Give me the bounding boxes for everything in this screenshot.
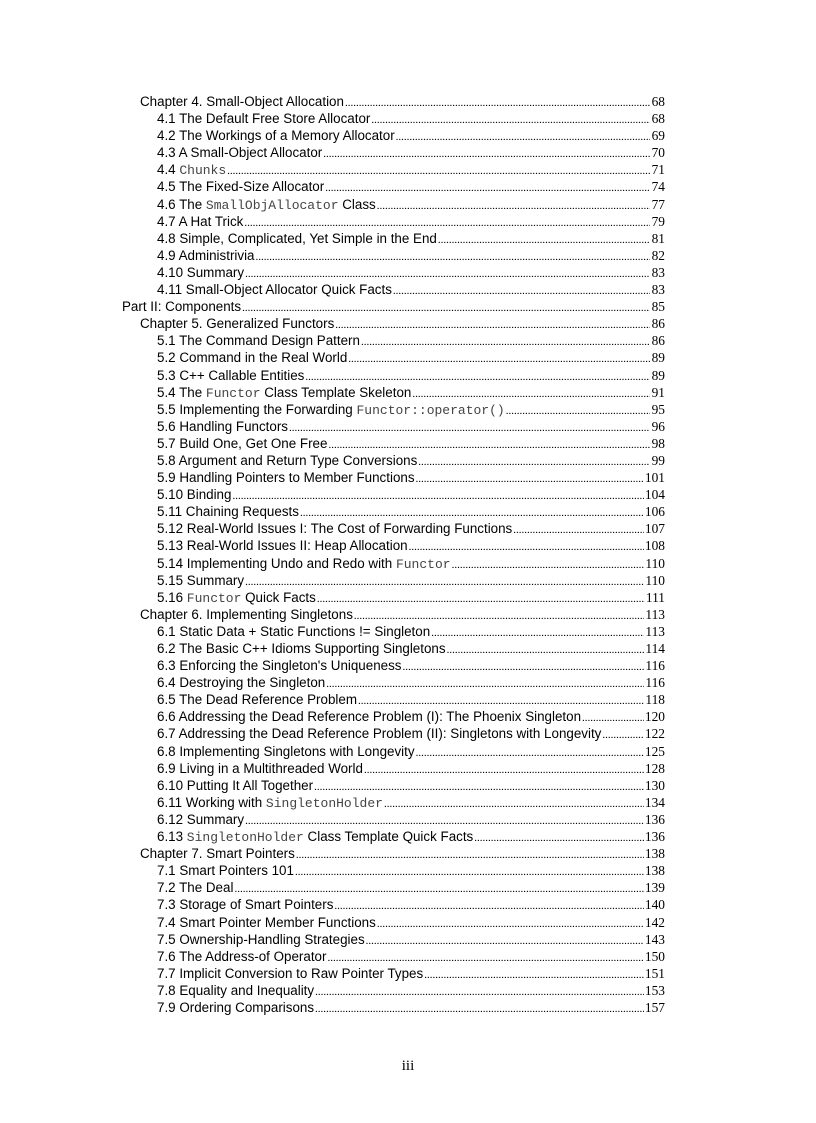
- toc-entry-title: [157, 556, 451, 572]
- dot-leader: [384, 798, 644, 810]
- toc-title-code: SmallObjAllocator: [205, 197, 339, 213]
- toc-entry-title: [157, 470, 415, 485]
- toc-section-entry[interactable]: [122, 778, 665, 795]
- toc-section-entry[interactable]: [122, 744, 665, 761]
- dot-leader: [315, 1003, 644, 1015]
- toc-section-entry[interactable]: [122, 590, 665, 607]
- toc-page-number: 99: [651, 452, 665, 468]
- toc-section-entry[interactable]: [122, 265, 665, 282]
- toc-section-entry[interactable]: [122, 949, 665, 966]
- toc-section-entry[interactable]: [122, 436, 665, 453]
- toc-section-entry[interactable]: [122, 419, 665, 436]
- toc-entry-title: [157, 880, 233, 895]
- toc-entry-title: [157, 863, 294, 878]
- toc-title-text: 4.2 The Workings of a Memory Allocator: [157, 128, 395, 144]
- toc-section-entry[interactable]: [122, 812, 665, 829]
- toc-title-text: 6.13: [157, 829, 187, 845]
- toc-entry-title: [157, 983, 314, 998]
- toc-entry-title: [157, 624, 430, 639]
- dot-leader: [393, 285, 650, 297]
- toc-page-number: 98: [651, 435, 665, 451]
- toc-title-text: 5.15 Summary: [157, 572, 245, 588]
- toc-page-number: 104: [644, 487, 665, 503]
- toc-page-number: 128: [644, 760, 665, 776]
- toc-title-code: SingletonHolder: [186, 830, 304, 846]
- toc-entry-title: [157, 179, 324, 194]
- dot-leader: [416, 473, 644, 485]
- dot-leader: [371, 114, 650, 126]
- toc-page-number: 85: [651, 299, 665, 315]
- dot-leader: [300, 507, 644, 519]
- dot-leader: [602, 729, 644, 741]
- toc-page-number: 111: [645, 589, 665, 605]
- dot-leader: [345, 97, 650, 109]
- toc-entry-title: [157, 214, 243, 229]
- toc-title-text: 5.14 Implementing Undo and Redo with: [157, 555, 396, 571]
- toc-entry-title: [157, 265, 244, 280]
- toc-title-text: Quick Facts: [241, 589, 316, 605]
- toc-title-text: 6.5 The Dead Reference Problem: [157, 692, 357, 708]
- dot-leader: [474, 832, 644, 844]
- toc-page-number: 150: [644, 948, 665, 964]
- toc-page-number: 89: [651, 367, 665, 383]
- toc-title-text: 5.11 Chaining Requests: [157, 504, 299, 520]
- toc-title-text: 6.3 Enforcing the Singleton's Uniqueness: [157, 658, 402, 674]
- dot-leader: [348, 353, 650, 365]
- toc-entry-title: [140, 607, 353, 622]
- dot-leader: [289, 422, 650, 434]
- toc-title-text: 5.4 The: [157, 384, 206, 400]
- toc-page-number: 91: [651, 384, 665, 400]
- toc-title-text: 7.7 Implicit Conversion to Raw Pointer Types: [157, 965, 424, 981]
- toc-title-code: Functor: [205, 385, 261, 401]
- toc-entry-title: [157, 692, 357, 707]
- dot-leader: [447, 644, 645, 656]
- toc-chapter-entry[interactable]: [122, 607, 665, 624]
- toc-entry-title: [157, 812, 244, 827]
- toc-section-entry[interactable]: [122, 453, 665, 470]
- toc-section-entry[interactable]: [122, 197, 665, 214]
- toc-page-number: 114: [645, 641, 665, 656]
- toc-page-number: 95: [651, 401, 665, 417]
- dot-leader: [438, 234, 650, 246]
- toc-title-text: 4.1 The Default Free Store Allocator: [157, 111, 371, 127]
- dot-leader: [513, 524, 644, 536]
- toc-title-text: 4.4: [157, 162, 180, 178]
- toc-title-text: Chapter 6. Implementing Singletons: [140, 606, 353, 622]
- dot-leader: [506, 405, 650, 417]
- toc-section-entry[interactable]: [122, 128, 665, 145]
- toc-section-entry[interactable]: [122, 880, 665, 897]
- toc-part-entry[interactable]: [122, 299, 665, 316]
- dot-leader: [409, 541, 644, 553]
- toc-entry-title: [157, 778, 313, 793]
- toc-entry-title: [157, 658, 402, 673]
- toc-section-entry[interactable]: [122, 863, 665, 880]
- toc-title-text: 4.9 Administrivia: [157, 247, 255, 263]
- toc-title-text: 5.16: [157, 589, 187, 605]
- toc-title-text: 7.3 Storage of Smart Pointers: [157, 897, 334, 913]
- toc-title-text: Chapter 5. Generalized Functors: [140, 316, 335, 332]
- toc-title-text: 4.6 The: [157, 196, 206, 212]
- toc-title-code: Functor: [186, 590, 242, 606]
- toc-section-entry[interactable]: [122, 915, 665, 932]
- toc-page-number: 83: [651, 282, 665, 298]
- toc-entry-title: [157, 368, 304, 383]
- toc-entry-title: [157, 641, 446, 656]
- toc-section-entry[interactable]: [122, 1000, 665, 1017]
- dot-leader: [325, 182, 650, 194]
- toc-entry-title: [157, 350, 347, 365]
- toc-title-text: 7.1 Smart Pointers 101: [157, 863, 294, 879]
- toc-section-entry[interactable]: [122, 350, 665, 367]
- toc-page-number: 113: [645, 606, 665, 622]
- toc-entry-title: [157, 538, 408, 553]
- toc-title-text: 5.1 The Command Design Pattern: [157, 333, 360, 349]
- dot-leader: [358, 695, 644, 707]
- toc-title-code: Chunks: [179, 163, 227, 179]
- toc-page-number: 71: [651, 162, 665, 178]
- dot-leader: [335, 319, 650, 331]
- toc-entry-title: [157, 333, 360, 348]
- toc-entry-title: [157, 726, 601, 741]
- toc-title-text: 6.2 The Basic C++ Idioms Supporting Singletons: [157, 641, 446, 656]
- dot-leader: [582, 712, 644, 724]
- toc-section-entry[interactable]: [122, 333, 665, 350]
- dot-leader: [452, 559, 645, 571]
- dot-leader: [361, 336, 650, 348]
- toc-section-entry[interactable]: [122, 521, 665, 538]
- toc-page-number: 86: [651, 316, 665, 332]
- toc-section-entry[interactable]: [122, 179, 665, 196]
- dot-leader: [245, 576, 644, 588]
- dot-leader: [403, 661, 645, 673]
- toc-section-entry[interactable]: [122, 709, 665, 726]
- toc-section-entry[interactable]: [122, 658, 665, 675]
- toc-page-number: 107: [644, 521, 665, 537]
- toc-entry-title: [157, 744, 415, 759]
- toc-section-entry[interactable]: [122, 385, 665, 402]
- toc-page-number: 82: [651, 247, 665, 263]
- toc-page-number: 81: [651, 230, 665, 246]
- toc-title-code: SingletonHolder: [265, 795, 383, 811]
- toc-title-text: 6.8 Implementing Singletons with Longevity: [157, 743, 415, 759]
- toc-page-number: 101: [644, 470, 665, 486]
- toc-page-number: 69: [651, 128, 665, 144]
- toc-title-text: Part II: Components: [122, 299, 242, 315]
- toc-section-entry[interactable]: [122, 829, 665, 846]
- toc-title-text: 5.5 Implementing the Forwarding: [157, 401, 357, 417]
- toc-entry-title: [157, 282, 392, 297]
- toc-page-number: 77: [651, 196, 665, 212]
- toc-title-text: 5.9 Handling Pointers to Member Functions: [157, 470, 415, 486]
- dot-leader: [416, 747, 644, 759]
- toc-page-number: 136: [644, 811, 665, 827]
- toc-title-text: 4.5 The Fixed-Size Allocator: [157, 179, 325, 195]
- toc-title-text: 4.3 A Small-Object Allocator: [157, 145, 323, 161]
- toc-title-text: 4.10 Summary: [157, 264, 245, 280]
- dot-leader: [295, 866, 644, 878]
- toc-section-entry[interactable]: [122, 966, 665, 983]
- toc-entry-title: [157, 915, 376, 930]
- dot-leader: [234, 883, 643, 895]
- toc-title-text: 7.9 Ordering Comparisons: [157, 999, 315, 1015]
- toc-section-entry[interactable]: [122, 111, 665, 128]
- toc-entry-title: [157, 402, 505, 418]
- toc-page-number: 157: [644, 999, 665, 1015]
- dot-leader: [245, 815, 644, 827]
- toc-entry-title: [157, 436, 327, 451]
- toc-page-number: 136: [644, 829, 665, 845]
- toc-title-text: 5.10 Binding: [157, 487, 232, 503]
- dot-leader: [326, 678, 644, 690]
- toc-page-number: 116: [645, 675, 665, 691]
- toc-chapter-entry[interactable]: [122, 94, 665, 111]
- toc-title-code: Functor::operator(): [356, 402, 505, 418]
- dot-leader: [334, 900, 644, 912]
- dot-leader: [232, 490, 643, 502]
- toc-title-text: 7.5 Ownership-Handling Strategies: [157, 931, 365, 947]
- toc-title-text: 5.12 Real-World Issues I: The Cost of Forwarding Functions: [157, 521, 513, 537]
- toc-title-text: 7.8 Equality and Inequality: [157, 982, 315, 998]
- dot-leader: [327, 952, 643, 964]
- dot-leader: [354, 610, 645, 622]
- toc-section-entry[interactable]: [122, 573, 665, 590]
- toc-title-text: 5.13 Real-World Issues II: Heap Allocation: [157, 538, 408, 554]
- toc-entry-title: [157, 932, 365, 947]
- dot-leader: [242, 302, 650, 314]
- toc-entry-title: [157, 573, 244, 588]
- toc-page-number: 68: [651, 111, 665, 127]
- toc-page-number: 68: [651, 94, 665, 109]
- dot-leader: [396, 131, 650, 143]
- toc-title-text: 6.4 Destroying the Singleton: [157, 675, 326, 691]
- toc-section-entry[interactable]: [122, 487, 665, 504]
- dot-leader: [227, 165, 650, 177]
- toc-title-text: 6.12 Summary: [157, 811, 245, 827]
- toc-entry-title: [157, 675, 325, 690]
- toc-entry-title: [122, 299, 241, 314]
- toc-title-text: 6.1 Static Data + Static Functions != Singleton: [157, 623, 431, 639]
- toc-page-number: 96: [651, 418, 665, 434]
- toc-title-text: Chapter 7. Smart Pointers: [140, 846, 295, 862]
- toc-section-entry[interactable]: [122, 932, 665, 949]
- toc-page-number: 86: [651, 333, 665, 349]
- toc-title-text: 6.9 Living in a Multithreaded World: [157, 760, 363, 776]
- toc-section-entry[interactable]: [122, 248, 665, 265]
- dot-leader: [296, 849, 644, 861]
- toc-entry-title: [157, 162, 226, 178]
- toc-page-number: 125: [644, 743, 665, 759]
- toc-page-number: 110: [645, 572, 665, 588]
- toc-page-number: 143: [644, 931, 665, 947]
- toc-title-text: 7.4 Smart Pointer Member Functions: [157, 914, 376, 930]
- toc-entry-title: [157, 966, 423, 981]
- dot-leader: [305, 371, 650, 383]
- toc-page-number: 138: [644, 846, 665, 862]
- toc-page-number: 89: [651, 350, 665, 366]
- toc-entry-title: [157, 504, 299, 519]
- toc-title-text: 6.6 Addressing the Dead Reference Problem (I): The Phoenix Singleton: [157, 709, 582, 725]
- toc-page-number: 151: [644, 965, 665, 981]
- toc-page-number: 116: [645, 658, 665, 674]
- toc-page-number: 130: [644, 777, 665, 793]
- toc-page-number: 122: [644, 726, 665, 742]
- toc-title-text: Class: [338, 196, 376, 212]
- toc-title-text: Class Template Skeleton: [260, 384, 412, 400]
- toc-page-number: 138: [644, 863, 665, 879]
- toc-entry-title: [157, 419, 288, 434]
- toc-title-text: 6.10 Putting It All Together: [157, 777, 314, 793]
- toc-title-text: 5.3 C++ Callable Entities: [157, 367, 305, 383]
- toc-page-number: 120: [644, 709, 665, 725]
- toc-section-entry[interactable]: [122, 795, 665, 812]
- table-of-contents: [122, 94, 665, 1017]
- dot-leader: [328, 439, 650, 451]
- toc-entry-title: [140, 316, 334, 331]
- toc-title-text: 5.6 Handling Functors: [157, 418, 289, 434]
- dot-leader: [317, 593, 645, 605]
- toc-title-text: 5.7 Build One, Get One Free: [157, 435, 328, 451]
- toc-title-text: 5.2 Command in the Real World: [157, 350, 348, 366]
- toc-page-number: 153: [644, 982, 665, 998]
- dot-leader: [424, 969, 644, 981]
- toc-section-entry[interactable]: [122, 624, 665, 641]
- toc-title-text: 5.8 Argument and Return Type Conversions: [157, 452, 418, 468]
- toc-page-number: 70: [651, 145, 665, 161]
- toc-chapter-entry[interactable]: [122, 846, 665, 863]
- dot-leader: [418, 456, 650, 468]
- toc-section-entry[interactable]: [122, 641, 665, 658]
- toc-entry-title: [157, 590, 316, 606]
- toc-section-entry[interactable]: [122, 368, 665, 385]
- dot-leader: [244, 217, 650, 229]
- toc-page-number: 83: [651, 264, 665, 280]
- toc-page-number: 79: [651, 213, 665, 229]
- toc-page-number: 142: [644, 914, 665, 930]
- toc-section-entry[interactable]: [122, 897, 665, 914]
- toc-section-entry[interactable]: [122, 504, 665, 521]
- toc-title-text: Chapter 4. Small-Object Allocation: [140, 94, 344, 109]
- toc-section-entry[interactable]: [122, 983, 665, 1000]
- toc-section-entry[interactable]: [122, 692, 665, 709]
- toc-section-entry[interactable]: [122, 402, 665, 419]
- toc-entry-title: [157, 521, 512, 536]
- toc-entry-title: [157, 248, 255, 263]
- toc-entry-title: [157, 385, 411, 401]
- toc-title-text: 7.6 The Address-of Operator: [157, 948, 327, 964]
- dot-leader: [245, 268, 650, 280]
- page-number: iii: [401, 1058, 415, 1074]
- dot-leader: [377, 918, 644, 930]
- toc-page-number: 118: [645, 692, 665, 708]
- toc-entry-title: [157, 795, 383, 811]
- toc-entry-title: [157, 111, 370, 126]
- toc-section-entry[interactable]: [122, 761, 665, 778]
- toc-section-entry[interactable]: [122, 556, 665, 573]
- toc-page-number: 74: [651, 179, 665, 195]
- toc-entry-title: [157, 1000, 314, 1015]
- dot-leader: [364, 764, 644, 776]
- toc-title-text: 4.11 Small-Object Allocator Quick Facts: [157, 282, 392, 298]
- toc-entry-title: [157, 949, 326, 964]
- toc-title-text: Class Template Quick Facts: [303, 829, 474, 845]
- dot-leader: [431, 627, 644, 639]
- toc-entry-title: [157, 145, 322, 160]
- toc-page-number: 110: [645, 555, 665, 571]
- toc-chapter-entry[interactable]: [122, 316, 665, 333]
- dot-leader: [315, 986, 644, 998]
- toc-entry-title: [157, 897, 333, 912]
- toc-page-number: 108: [644, 538, 665, 554]
- toc-section-entry[interactable]: [122, 470, 665, 487]
- toc-section-entry[interactable]: [122, 726, 665, 743]
- toc-entry-title: [157, 231, 437, 246]
- dot-leader: [323, 148, 650, 160]
- toc-title-text: 7.2 The Deal: [157, 880, 234, 896]
- toc-title-text: 4.7 A Hat Trick: [157, 213, 244, 229]
- toc-title-text: 6.7 Addressing the Dead Reference Problem (II): Singletons with Longevity: [157, 726, 602, 742]
- toc-entry-title: [157, 453, 417, 468]
- toc-entry-title: [140, 94, 344, 109]
- toc-title-code: Functor: [395, 556, 451, 572]
- dot-leader: [377, 200, 650, 212]
- toc-entry-title: [157, 709, 581, 724]
- toc-entry-title: [157, 829, 473, 845]
- toc-entry-title: [157, 761, 363, 776]
- toc-section-entry[interactable]: [122, 538, 665, 555]
- toc-page-number: 134: [644, 794, 665, 810]
- toc-page-number: 140: [644, 897, 665, 913]
- dot-leader: [314, 781, 644, 793]
- toc-section-entry[interactable]: [122, 145, 665, 162]
- dot-leader: [412, 388, 650, 400]
- toc-section-entry[interactable]: [122, 282, 665, 299]
- dot-leader: [256, 251, 651, 263]
- toc-page-number: 139: [644, 880, 665, 896]
- toc-page-number: 106: [644, 504, 665, 520]
- toc-section-entry[interactable]: [122, 214, 665, 231]
- toc-entry-title: [157, 197, 376, 213]
- toc-entry-title: [157, 128, 395, 143]
- toc-entry-title: [140, 846, 295, 861]
- toc-section-entry[interactable]: [122, 231, 665, 248]
- toc-title-text: 4.8 Simple, Complicated, Yet Simple in the End: [157, 230, 437, 246]
- toc-section-entry[interactable]: [122, 675, 665, 692]
- toc-title-text: 6.11 Working with: [157, 794, 266, 810]
- toc-page-number: 113: [645, 623, 665, 639]
- toc-section-entry[interactable]: [122, 162, 665, 179]
- toc-entry-title: [157, 487, 231, 502]
- dot-leader: [366, 935, 644, 947]
